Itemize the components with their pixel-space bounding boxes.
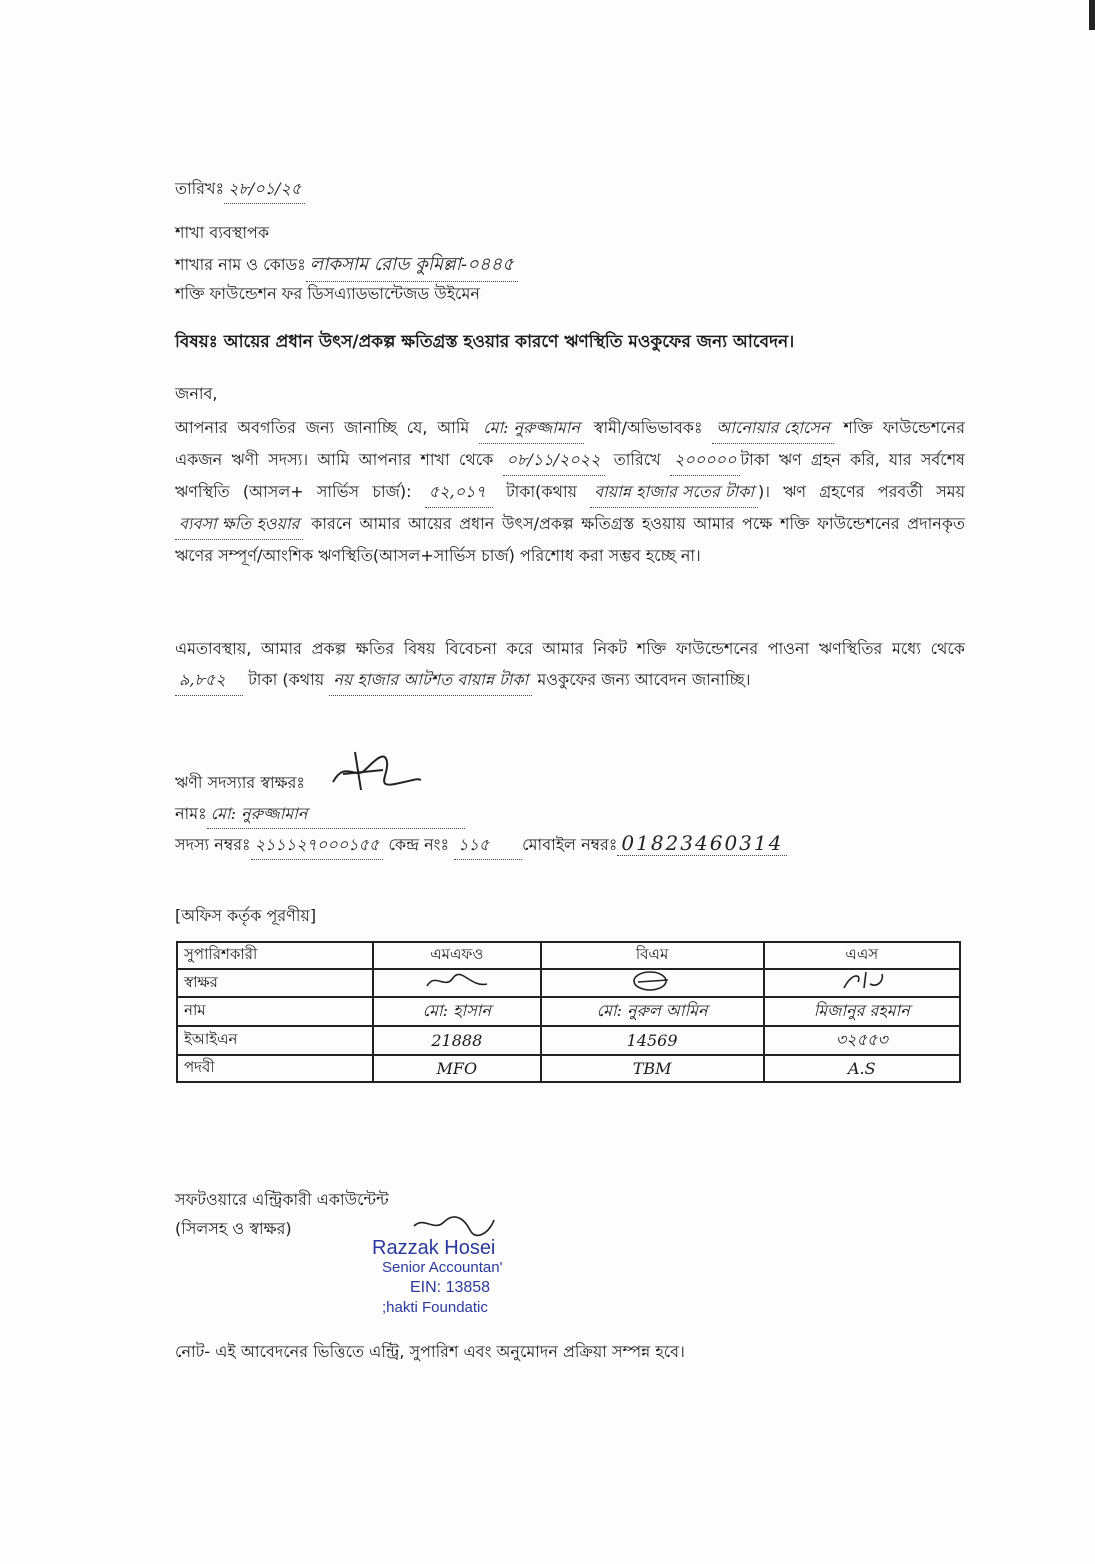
row-label: ইআইএন: [177, 1026, 373, 1055]
table-row-signature: [177, 969, 960, 997]
table-row-designation: [177, 1055, 960, 1082]
table-cell: TBM: [541, 1055, 764, 1082]
seal-name: Razzak Hosei: [372, 1237, 496, 1259]
table-header-row: [177, 942, 960, 969]
member-name-fill: মো: নুরুজ্জামান: [479, 412, 584, 444]
date-label: তারিখঃ: [175, 179, 225, 198]
branch-label: শাখার নাম ও কোডঃ: [175, 255, 306, 274]
member-signature-line: [175, 770, 305, 797]
manager-line: শাখা ব্যবস্থাপক: [175, 223, 270, 242]
table-cell: মো: হাসান: [373, 997, 541, 1026]
date-value: ২৮/০১/২৫: [224, 176, 305, 204]
subject-line: বিষয়ঃ আয়ের প্রধান উৎস/প্রকল্প ক্ষতিগ্রস্ত হওয়ার কারণে ঋণস্থিতি মওকুফের জন্য আবেদন।: [175, 332, 795, 352]
p1-text-a: আপনার অবগতির জন্য জানাচ্ছি যে, আমি: [175, 418, 470, 437]
p2-text-b: টাকা (কথায়: [248, 670, 325, 689]
waive-words-fill: নয় হাজার আটশত বায়ান্ন টাকা: [329, 664, 532, 696]
member-no-value: ২১১১২৭০০০১৫৫: [251, 832, 384, 860]
table-cell: মিজানুর রহমান: [764, 997, 960, 1026]
p1-text-g: )। ঋণ গ্রহণের পরবর্তী সময়: [758, 482, 965, 501]
header-cell: এমএফও: [373, 942, 541, 969]
outstanding-words-fill: বায়ান্ন হাজার সতের টাকা: [590, 476, 758, 508]
kendra-label: কেন্দ্র নংঃ: [388, 835, 450, 854]
branch-line: [175, 250, 518, 282]
table-row-ein: [177, 1026, 960, 1055]
mobile-value: 01823460314: [617, 831, 787, 856]
row-label: পদবী: [177, 1055, 373, 1082]
table-cell: মো: নুরুল আমিন: [541, 997, 764, 1026]
org-line: শক্তি ফাউন্ডেশন ফর ডিসএ্যাডভান্টেজড উইমেন: [175, 284, 480, 303]
p1-text-c: শক্তি ফাউন্ডেশনের একজন ঋণী সদস্য। আমি আপনার শাখা থেকে: [175, 418, 965, 469]
loan-date-fill: ০৮/১১/২০২২: [503, 444, 605, 476]
seal-ein: EIN: 13858: [410, 1279, 491, 1296]
p2-text-c: মওকুফের জন্য আবেদন জানাচ্ছি।: [537, 670, 751, 689]
table-cell: 21888: [373, 1026, 541, 1055]
kendra-value: ১১৫: [454, 832, 522, 860]
p1-text-b: স্বামী/অভিভাবকঃ: [593, 418, 703, 437]
table-cell: A.S: [764, 1055, 960, 1082]
member-signature-image: [325, 740, 425, 800]
header-cell: সুপারিশকারী: [177, 942, 373, 969]
member-number-line: [175, 831, 787, 860]
office-section-label: [অফিস কর্তৃক পূরণীয়]: [175, 906, 317, 925]
p1-text-f: টাকা(কথায়: [505, 482, 578, 501]
row-label: স্বাক্ষর: [177, 969, 373, 997]
accountant-seal-hint: (সিলসহ ও স্বাক্ষর): [175, 1219, 292, 1238]
member-name-label: নামঃ: [175, 804, 207, 823]
footer-note: নোট- এই আবেদনের ভিত্তিতে এন্ট্রি, সুপারিশ এবং অনুমোদন প্রক্রিয়া সম্পন্ন হবে।: [175, 1342, 685, 1361]
scan-edge-mark: [1089, 0, 1095, 30]
p1-text-e: টাকা ঋণ গ্রহন করি, যার সর্বশেষ ঋণস্থিতি (আসল+ সার্ভিস চার্জ):: [175, 450, 966, 501]
header-cell: বিএম: [541, 942, 764, 969]
header-cell: এএস: [764, 942, 960, 969]
salutation: জনাব,: [175, 384, 218, 403]
table-cell: 14569: [541, 1026, 764, 1055]
p2-text-a: এমতাবস্থায়, আমার প্রকল্প ক্ষতির বিষয় বিবেচনা করে আমার নিকট শক্তি ফাউন্ডেশনের পাওনা ঋণস্থিতির মধ্যে থেকে: [175, 639, 965, 658]
member-sig-label: ঋণী সদস্যার স্বাক্ষরঃ: [175, 773, 305, 792]
bm-signature-image: [612, 970, 692, 992]
mfo-signature-cell: [373, 969, 541, 997]
p1-text-d: তারিখে: [613, 450, 661, 469]
p1-text-h: কারনে আমার আয়ের প্রধান উৎস/প্রকল্প ক্ষতিগ্রস্ত হওয়ায় আমার পক্ষে শক্তি ফাউন্ডেশনের প্রদানকৃত ঋণের সম্পূর্ণ/আংশিক ঋণস্থিতি(আসল+সার্ভিস চার্জ) পরিশোধ করা সম্ভব হচ্ছে না।: [175, 514, 965, 565]
accountant-line: সফটওয়ারে এন্ট্রিকারী একাউন্টেন্ট: [175, 1190, 389, 1209]
body-paragraph-2: [175, 633, 965, 696]
guardian-fill: আনোয়ার হোসেন: [712, 412, 833, 444]
member-no-label: সদস্য নম্বরঃ: [175, 835, 251, 854]
body-paragraph-1: [175, 412, 965, 571]
table-cell: MFO: [373, 1055, 541, 1082]
bm-signature-cell: [541, 969, 764, 997]
branch-value: লাকসাম রোড কুমিল্লা-০৪৪৫: [306, 250, 518, 282]
mfo-signature-image: [417, 970, 497, 992]
member-name-line: [175, 801, 465, 829]
table-row-name: [177, 997, 960, 1026]
mobile-label: মোবাইল নম্বরঃ: [522, 835, 618, 854]
outstanding-fill: ৫২,০১৭: [425, 476, 493, 508]
recommendation-table: [176, 941, 961, 1083]
date-line: [175, 176, 305, 204]
cause-fill: ব্যবসা ক্ষতি হওয়ার: [175, 508, 303, 540]
waive-amount-fill: ৯,৮৫২: [175, 664, 243, 696]
as-signature-cell: [764, 969, 960, 997]
accountant-seal-stamp: [372, 1238, 552, 1318]
member-name-value: মো: নুরুজ্জামান: [207, 801, 465, 829]
table-cell: ৩২৫৫৩: [764, 1026, 960, 1055]
row-label: নাম: [177, 997, 373, 1026]
as-signature-image: [822, 970, 902, 992]
loan-amount-fill: ২০০০০০: [670, 444, 740, 476]
seal-title: Senior Accountan': [382, 1259, 503, 1276]
seal-org: ;hakti Foundatic: [382, 1299, 488, 1316]
